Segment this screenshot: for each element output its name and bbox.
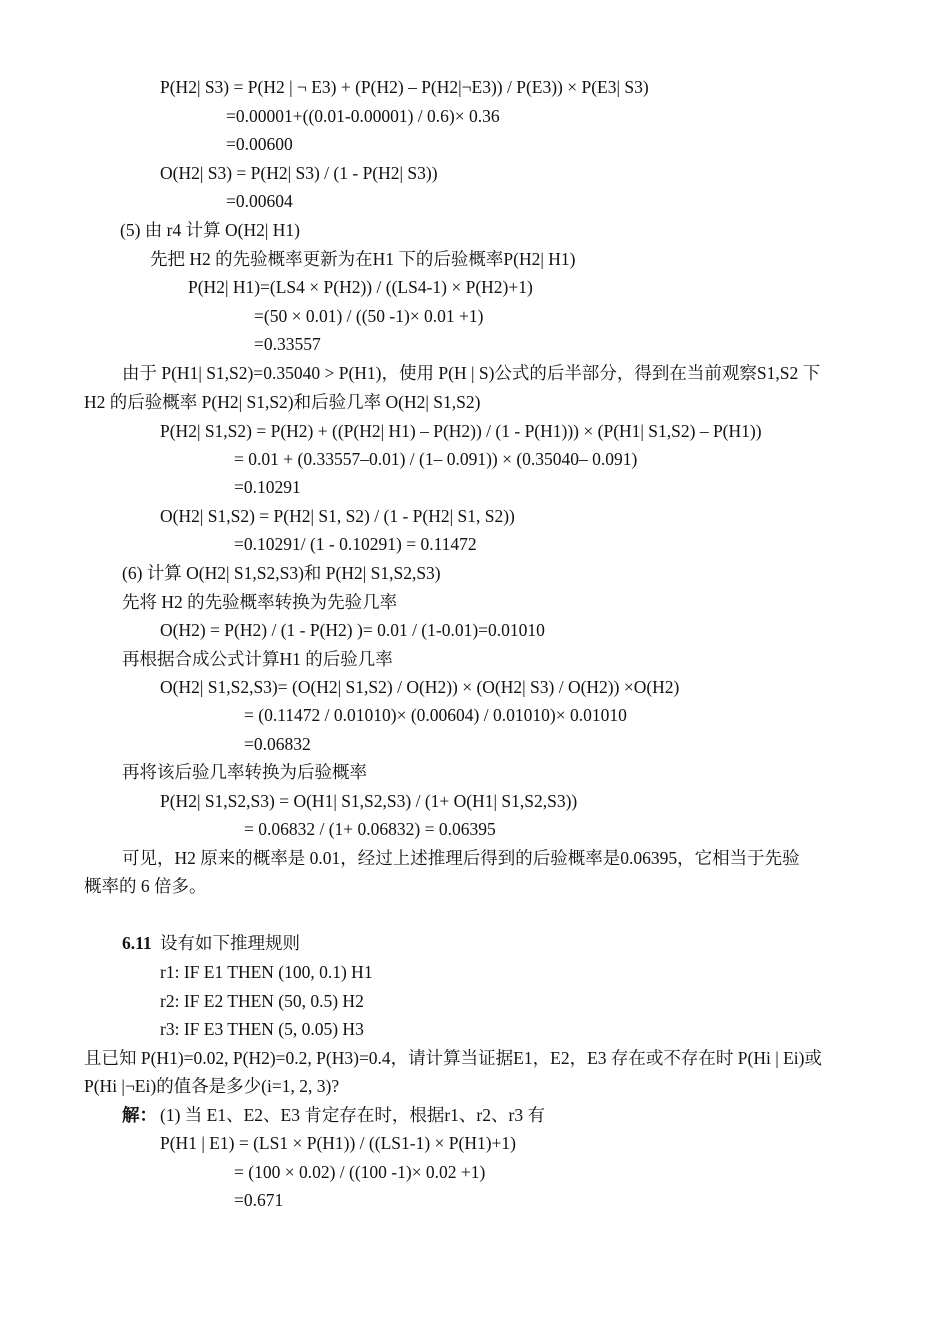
text-line: 再根据合成公式计算H1 的后验几率: [122, 649, 393, 669]
text-line: 先将 H2 的先验概率转换为先验几率: [122, 592, 398, 612]
formula-line: = 0.06832 / (1+ 0.06832) = 0.06395: [244, 819, 496, 839]
formula-line: =0.06832: [244, 734, 311, 754]
formula-line: P(H2| H1)=(LS4 × P(H2)) / ((LS4-1) × P(H2)+1): [188, 277, 533, 297]
solution-label: 解：: [122, 1105, 157, 1125]
formula-line: = 0.01 + (0.33557–0.01) / (1– 0.091)) × (0.35040– 0.091): [234, 449, 638, 469]
problem-number: 6.11: [122, 933, 152, 953]
text-line: 由于 P(H1| S1,S2)=0.35040 > P(H1)，使用 P(H | S)公式的后半部分，得到在当前观察S1,S2 下: [122, 363, 821, 383]
formula-line: P(H1 | E1) = (LS1 × P(H1)) / ((LS1-1) × P(H1)+1): [160, 1133, 516, 1153]
formula-line: =0.671: [234, 1190, 284, 1210]
formula-line: O(H2| S3) = P(H2| S3) / (1 - P(H2| S3)): [160, 163, 438, 183]
formula-line: =(50 × 0.01) / ((50 -1)× 0.01 +1): [254, 306, 484, 326]
text-line: 可见，H2 原来的概率是 0.01，经过上述推理后得到的后验概率是0.06395，它相当于先验: [122, 848, 800, 868]
formula-line: P(H2| S1,S2,S3) = O(H1| S1,S2,S3) / (1+ O(H1| S1,S2,S3)): [160, 791, 578, 811]
step-heading: (5) 由 r4 计算 O(H2| H1): [120, 220, 300, 240]
formula-line: = (100 × 0.02) / ((100 -1)× 0.02 +1): [234, 1162, 486, 1182]
formula-line: = (0.11472 / 0.01010)× (0.00604) / 0.01010)× 0.01010: [244, 705, 627, 725]
step-heading: (6) 计算 O(H2| S1,S2,S3)和 P(H2| S1,S2,S3): [122, 563, 441, 583]
formula-line: =0.00600: [226, 134, 293, 154]
text-line: 且已知 P(H1)=0.02, P(H2)=0.2, P(H3)=0.4，请计算当证据E1，E2，E3 存在或不存在时 P(Hi | Ei)或: [84, 1048, 822, 1068]
formula-line: =0.00604: [226, 191, 293, 211]
formula-line: P(H2| S3) = P(H2 | ¬ E3) + (P(H2) – P(H2|¬E3)) / P(E3)) × P(E3| S3): [160, 77, 649, 97]
step-heading: (1) 当 E1、E2、E3 肯定存在时，根据r1、r2、r3 有: [160, 1105, 545, 1125]
text-line: H2 的后验概率 P(H2| S1,S2)和后验几率 O(H2| S1,S2): [84, 392, 481, 412]
rule-line: r3: IF E3 THEN (5, 0.05) H3: [160, 1019, 364, 1039]
formula-line: =0.10291/ (1 - 0.10291) = 0.11472: [234, 534, 477, 554]
text-line: 概率的 6 倍多。: [84, 876, 207, 896]
formula-line: O(H2| S1,S2,S3)= (O(H2| S1,S2) / O(H2)) × (O(H2| S3) / O(H2)) ×O(H2): [160, 677, 680, 697]
formula-line: P(H2| S1,S2) = P(H2) + ((P(H2| H1) – P(H2)) / (1 - P(H1))) × (P(H1| S1,S2) – P(H1)): [160, 421, 762, 441]
formula-line: O(H2| S1,S2) = P(H2| S1, S2) / (1 - P(H2| S1, S2)): [160, 506, 515, 526]
text-line: 先把 H2 的先验概率更新为在H1 下的后验概率P(H2| H1): [150, 249, 576, 269]
text-line: 再将该后验几率转换为后验概率: [122, 762, 367, 782]
formula-line: O(H2) = P(H2) / (1 - P(H2) )= 0.01 / (1-0.01)=0.01010: [160, 620, 545, 640]
formula-line: =0.10291: [234, 477, 301, 497]
rule-line: r2: IF E2 THEN (50, 0.5) H2: [160, 991, 364, 1011]
formula-line: =0.00001+((0.01-0.00001) / 0.6)× 0.36: [226, 106, 500, 126]
text-line: P(Hi |¬Ei)的值各是多少(i=1, 2, 3)?: [84, 1076, 340, 1096]
formula-line: =0.33557: [254, 334, 321, 354]
problem-title: 设有如下推理规则: [160, 933, 300, 953]
rule-line: r1: IF E1 THEN (100, 0.1) H1: [160, 962, 373, 982]
